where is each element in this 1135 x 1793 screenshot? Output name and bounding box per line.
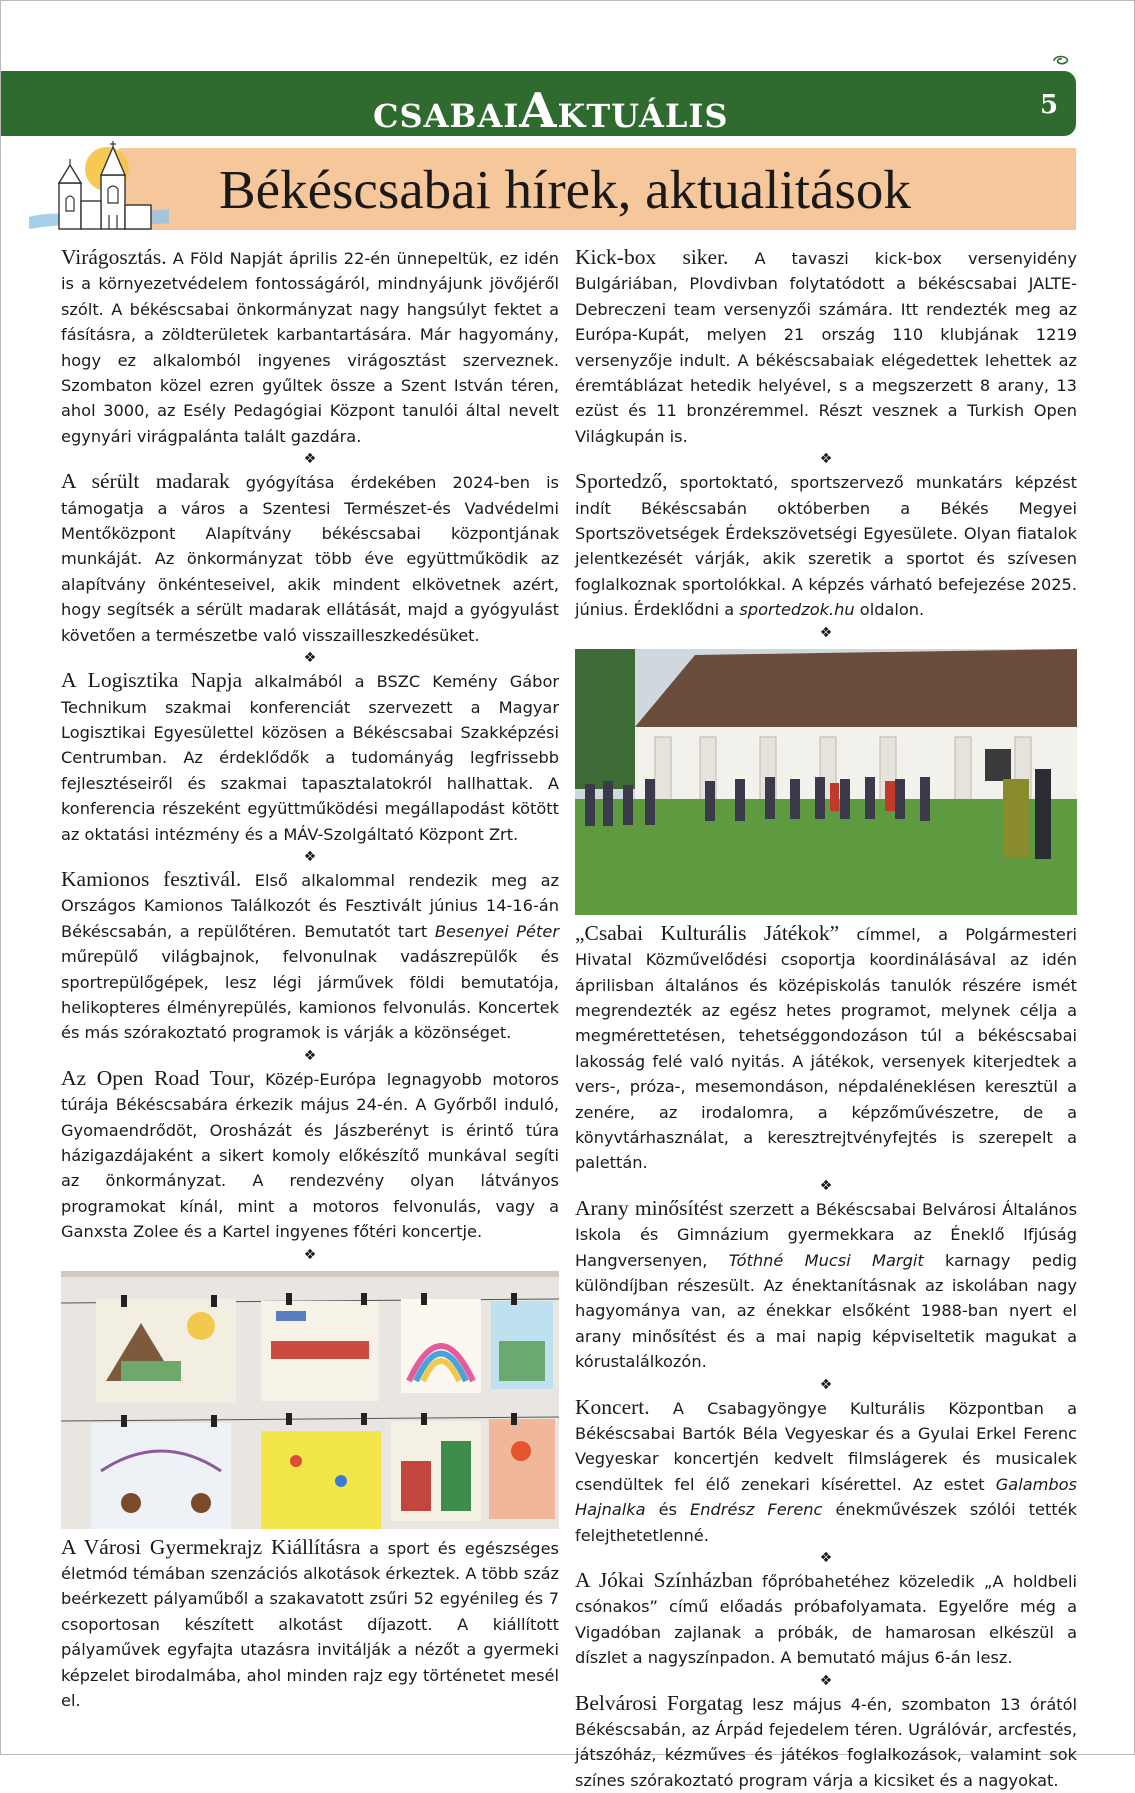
article-koncert — [575, 1395, 1077, 1548]
article-lead: A sérült madarak — [61, 469, 230, 494]
article-italic-name: Besenyei Péter — [434, 921, 559, 941]
article-lead: Az Open Road Tour, — [61, 1065, 255, 1090]
article-belvarosi-forgatag — [575, 1691, 1077, 1793]
article-lead: Belvárosi Forgatag — [575, 1690, 743, 1715]
article-body: műrepülő világbajnok, felvonulnak vadászrepülők és sportrepülőgépek, lesz légi járművek földi bemutatója, helikopteres élményrepülés, kamionos felvonulás. Koncertek és más szórakoztató programok is várják a közönséget. — [61, 947, 559, 1043]
article-lead: A Jókai Színházban — [575, 1568, 753, 1593]
article-lead: „Csabai Kulturális Játékok” — [575, 920, 840, 945]
article-body: címmel, a Polgármesteri Hivatal Közművelődési csoportja koordinálásával az idén áprilisban általános és középiskolás tanulók részére ismét megrendezték az egész hetes programot, melynek célja a megmérettetésen, tehetséggondozáson túl a békéscsabai lakosság felé való nyitás. A játékok, versenyek kiterjedtek a vers-, próza-, mesemondáson, népdaléneklésen keresztül a zenére, az irodalomra, a képzőművészetre, de a könyvtárhasználat, a keresztrejtvényfejtés is szerepelt a palettán. — [575, 924, 1077, 1173]
separator-ornament-icon: ❖ — [819, 1550, 833, 1567]
page-number: 5 — [1039, 90, 1059, 120]
article-italic-name: Endrész Ferenc — [690, 1500, 823, 1520]
separator-ornament-icon: ❖ — [819, 624, 833, 641]
article-body: karnagy pedig különdíjban részesült. Az énektanításnak az iskolában nagy hagyománya van, az énekkar elsőként 1988-ban nyert el arany minősítést és a mai napig képviseltetik magukat a kórustalálkozón. — [575, 1250, 1077, 1372]
church-towers-logo-icon — [29, 139, 169, 239]
article-body: a sport és egészséges életmód témában szenzációs alkotások érkeztek. A több száz beérkezett pályaműből a szakavatott zsűri 52 egyénileg és 7 csoportosan készített alkotást díjazott. A kiállított pályaművek egyfajta utazásra invitálják a nézőt a gyermeki képzelet birodalmába, ahol minden rajz egy történetet mesél el. — [61, 1538, 559, 1711]
article-body: szerzett a Békéscsabai Belvárosi Általános Iskola és Gimnázium gyermekkara az Éneklő Ifjúság Hangversenyen, — [575, 1199, 1078, 1270]
article-sportedzo — [575, 469, 1077, 622]
separator-ornament-icon: ❖ — [303, 650, 317, 667]
childrens-drawings-exhibition-photo — [61, 1271, 559, 1529]
left-column — [61, 245, 559, 1713]
article-body: A Föld Napját április 22-én ünnepeltük, ez idén is a környezetvédelem fontosságáról, mindnyájunk jövőjéről szólt. A békéscsabai önkormányzat nagy hangsúlyt fektet a fásításra, a zöldterületek karbantartására. Már hagyomány, hogy ez alkalomból ingyenes virágosztást szerveznek. Szombaton közel ezren gyűltek össze a Szent István téren, ahol 3000, az Esély Pedagógiai Központ tanulói által nevelt egynyári virágpalánta talált gazdára. — [61, 249, 559, 446]
article-jokai-szinhaz — [575, 1568, 1077, 1671]
article-italic-name: Tóthné Mucsi Margit — [728, 1250, 924, 1270]
magazine-title-initial: A — [519, 83, 558, 139]
article-body: A Csabagyöngye Kulturális Központban a Békéscsabai Bartók Béla Vegyeskar és a Gyulai Erkel Ferenc Vegyeskar koncertjén kedvelt filmslágerek és musicalek csendültek fel élő zenekari kísérettel. Az estet — [575, 1398, 1077, 1494]
article-lead: A Logisztika Napja — [61, 668, 243, 693]
article-kamionos-fesztival — [61, 867, 559, 1046]
article-body: és — [645, 1500, 691, 1520]
magazine-title-part1: CSABAI — [373, 97, 520, 135]
separator-ornament-icon: ❖ — [303, 1246, 317, 1263]
article-body: főpróbahetéhez közeledik „A holdbeli csónakos” című előadás próbafolyamata. Egyelőre még a Vigadóban zajlanak a próbák, de hamarosan elkészül a díszlet a nagyszínpadon. A bemutató május 6-án lesz. — [575, 1572, 1077, 1668]
article-lead: Arany minősítést — [575, 1195, 724, 1220]
article-body: sportoktató, sportszervező munkatárs képzést indít Békéscsabán októberben a Békés Megyei Sportszövetségek Érdekszövetségi Egyesülete. Olyan fiatalok jelentkezését várják, akik szeretik a sportot és szívesen foglalkoznak sportolókkal. A képzés várható befejezése 2025. június. Érdeklődni a — [575, 473, 1077, 620]
article-arany-minosites — [575, 1196, 1077, 1375]
separator-ornament-icon: ❖ — [303, 451, 317, 468]
separator-ornament-icon: ❖ — [303, 1047, 317, 1064]
article-italic-name: Galambos Hajnalka — [575, 1474, 1077, 1520]
article-body: Közép-Európa legnagyobb motoros túrája Békéscsabára érkezik május 24-én. A Győrből induló, Gyomaendrődöt, Orosházát és Jászberényt is érintő túra házigazdájaként a sikert komoly előkészítő munkával segíti az önkormányzat. A rendezvény olyan látványos programokat kínál, mint a motoros felvonulás, vagy a Ganxsta Zolee és a Kartel ingyenes főtéri koncertje. — [61, 1069, 559, 1242]
separator-ornament-icon: ❖ — [819, 1672, 833, 1689]
article-gyermekrajz-kiallitas — [61, 1535, 559, 1714]
article-open-road-tour — [61, 1066, 559, 1245]
separator-ornament-icon: ❖ — [303, 848, 317, 865]
article-body: énekművészek szólói tették felejthetetlenné. — [575, 1500, 1078, 1545]
section-title: Békéscsabai hírek, aktualitások — [219, 159, 911, 220]
article-lead: Virágosztás. — [61, 245, 167, 269]
article-body: gyógyítása érdekében 2024-ben is támogatja a város a Szentesi Természet-és Vadvédelmi Mentőközpont Alapítvány békéscsabai központjának munkáját. Az önkormányzat több éve együttműködik az alapítvány önkénteseivel, akik mindent elkövetnek azért, hogy segítsék a sérült madarak ellátását, majd a gyógyulást követően a természetbe való visszailleszkedésüket. — [61, 473, 559, 645]
article-body: Első alkalommal rendezik meg az Országos Kamionos Találkozót és Fesztivált június 14-16-án Békéscsabán, a repülőtéren. Bemutatót tart — [61, 870, 559, 941]
magazine-title — [373, 85, 773, 137]
article-csabai-kulturalis-jatekok — [575, 921, 1077, 1176]
swirl-ornament-icon — [1051, 53, 1071, 67]
article-lead: Kick-box siker. — [575, 245, 729, 269]
magazine-title-part2: KTUÁLIS — [557, 97, 729, 135]
cultural-event-courtyard-photo — [575, 649, 1077, 915]
right-column — [575, 245, 1077, 1793]
separator-ornament-icon: ❖ — [819, 451, 833, 468]
article-lead: Kamionos fesztivál. — [61, 866, 242, 891]
separator-ornament-icon: ❖ — [819, 1376, 833, 1393]
article-body: A tavaszi kick-box versenyidény Bulgáriában, Plovdivban folytatódott a békéscsabai JALTE-Debreczeni team versenyzői számára. Itt rendezték meg az Európa-Kupát, melyen 21 ország 110 klubjának 1219 versenyzője indult. A békéscsabaiak elégedettek lehettek az éremtáblázat hetedik helyével, s a megszerzett 8 arany, 13 ezüst és 11 bronzéremmel. Részt vesznek a Turkish Open Világkupán is. — [575, 249, 1078, 446]
article-lead: Koncert. — [575, 1394, 650, 1419]
article-body: alkalmából a BSZC Kemény Gábor Technikum szakmai konferenciát szervezett a Magyar Logisztikai Egyesülettel közösen a Békéscsabai Szakképzési Centrumban. Az érdeklődők a tudományág legfrissebb fejlesztéseiről és szakmai tapasztalatokról hallhattak. A konferencia részeként együttműködési megállapodást kötött az oktatási intézmény és a MÁV-Szolgáltató Központ Zrt. — [61, 672, 560, 844]
article-kick-box — [575, 245, 1077, 449]
article-logisztika-napja — [61, 668, 559, 847]
article-italic-link: sportedzok.hu — [739, 600, 855, 620]
article-lead: A Városi Gyermekrajz Kiállításra — [61, 1534, 361, 1559]
article-viragosztas — [61, 245, 559, 449]
article-serult-madarak — [61, 469, 559, 648]
article-body: oldalon. — [854, 600, 925, 620]
article-lead: Sportedző, — [575, 469, 668, 494]
separator-ornament-icon: ❖ — [819, 1177, 833, 1194]
article-body: lesz május 4-én, szombaton 13 órától Békéscsabán, az Árpád fejedelem téren. Ugrálóvár, arcfestés, játszóház, kézműves és játékos foglalkozások, valamint sok színes szórakoztató program várja a kicsiket és a nagyokat. — [575, 1694, 1077, 1790]
